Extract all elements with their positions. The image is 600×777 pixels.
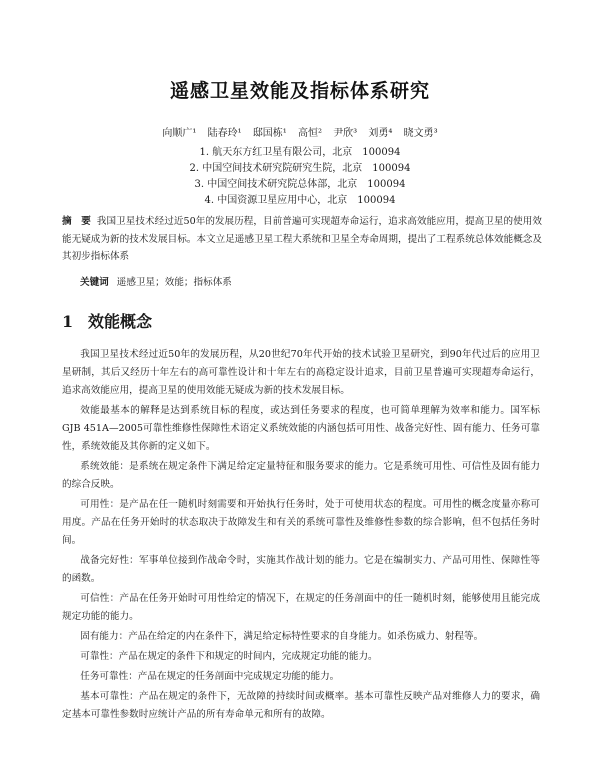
author-list bbox=[0, 124, 600, 139]
author: 刘勇⁴ bbox=[368, 128, 393, 139]
paragraph: 可信性：产品在任务开始时可用性给定的情况下，在规定的任务剖面中的任一随机时刻，能够使用且能完成规定功能的能力。 bbox=[62, 593, 540, 622]
author: 高恒² bbox=[297, 128, 322, 139]
paragraph: 系统效能：是系统在规定条件下满足给定定量特征和服务要求的能力。它是系统可用性、可信性及固有能力的综合反映。 bbox=[62, 461, 540, 490]
abstract-text: 我国卫星技术经过近50年的发展历程，目前普遍可实现超寿命运行，追求高效能应用，提高卫星的使用效能无疑成为新的技术发展目标。本文立足遥感卫星工程大系统和卫星全寿命周期，提出了工程系统总体效能概念及其初步指标体系 bbox=[62, 216, 543, 262]
section-title: 效能概念 bbox=[88, 312, 153, 331]
abstract bbox=[62, 213, 542, 266]
abstract-label: 摘 要 bbox=[62, 216, 91, 227]
body-text bbox=[62, 346, 540, 726]
section-number: 1 bbox=[62, 312, 74, 331]
paragraph: 战备完好性：军事单位接到作战命令时，实施其作战计划的能力。它是在编制实力、产品可用性、保障性等的函数。 bbox=[62, 555, 540, 584]
keywords-text: 遥感卫星；效能；指标体系 bbox=[116, 277, 232, 288]
keywords-label: 关键词 bbox=[80, 277, 109, 288]
keywords bbox=[80, 274, 540, 288]
paragraph: 可用性：是产品在任一随机时刻需要和开始执行任务时，处于可使用状态的程度。可用性的概念度量亦称可用度。产品在任务开始时的状态取决于故障发生和有关的系统可靠性及维修性参数的综合影响，但不包括任务时间。 bbox=[62, 499, 540, 546]
author: 晓文勇³ bbox=[403, 128, 438, 139]
paragraph: 效能最基本的解释是达到系统目标的程度，或达到任务要求的程度，也可简单理解为效率和能力。国军标GJB 451A—2005可靠性维修性保障性术语定义系统效能的内涵包括可用性、战备完好性、固有能力、任务可靠性，系统效能及其你新的定义如下。 bbox=[62, 405, 540, 452]
paragraph: 固有能力：产品在给定的内在条件下，满足给定标特性要求的自身能力。如杀伤威力、射程等。 bbox=[80, 631, 484, 642]
affiliation: 3. 中国空间技术研究院总体部，北京 100094 bbox=[194, 179, 406, 190]
author: 向顺广¹ bbox=[162, 128, 197, 139]
author: 陆春玲¹ bbox=[207, 128, 242, 139]
author: 尹欣³ bbox=[333, 128, 358, 139]
paragraph: 我国卫星技术经过近50年的发展历程，从20世纪70年代开始的技术试验卫星研究，到90年代过后的应用卫星研制，其后又经历十年左右的高可靠性设计和十年左右的高稳定设计追求，目前卫星普遍可实现超寿命运行，追求高效能应用，提高卫星的使用效能无疑成为新的技术发展目标。 bbox=[62, 349, 540, 396]
author: 邸国栋¹ bbox=[252, 128, 287, 139]
paragraph: 可靠性：产品在规定的条件下和规定的时间内，完成规定功能的能力。 bbox=[80, 651, 378, 662]
paper-title: 遥感卫星效能及指标体系研究 bbox=[169, 80, 430, 102]
affiliation: 2. 中国空间技术研究院研究生院，北京 100094 bbox=[189, 163, 411, 174]
paragraph: 任务可靠性：产品在规定的任务剖面中完成规定功能的能力。 bbox=[80, 671, 340, 682]
affiliation: 1. 航天东方红卫星有限公司，北京 100094 bbox=[199, 147, 401, 158]
section-heading bbox=[62, 309, 152, 332]
paragraph: 基本可靠性：产品在规定的条件下，无故障的持续时间或概率。基本可靠性反映产品对维修人力的要求，确定基本可靠性参数时应统计产品的所有寿命单元和所有的故障。 bbox=[62, 691, 540, 720]
affiliation: 4. 中国资源卫星应用中心，北京 100094 bbox=[204, 195, 396, 206]
